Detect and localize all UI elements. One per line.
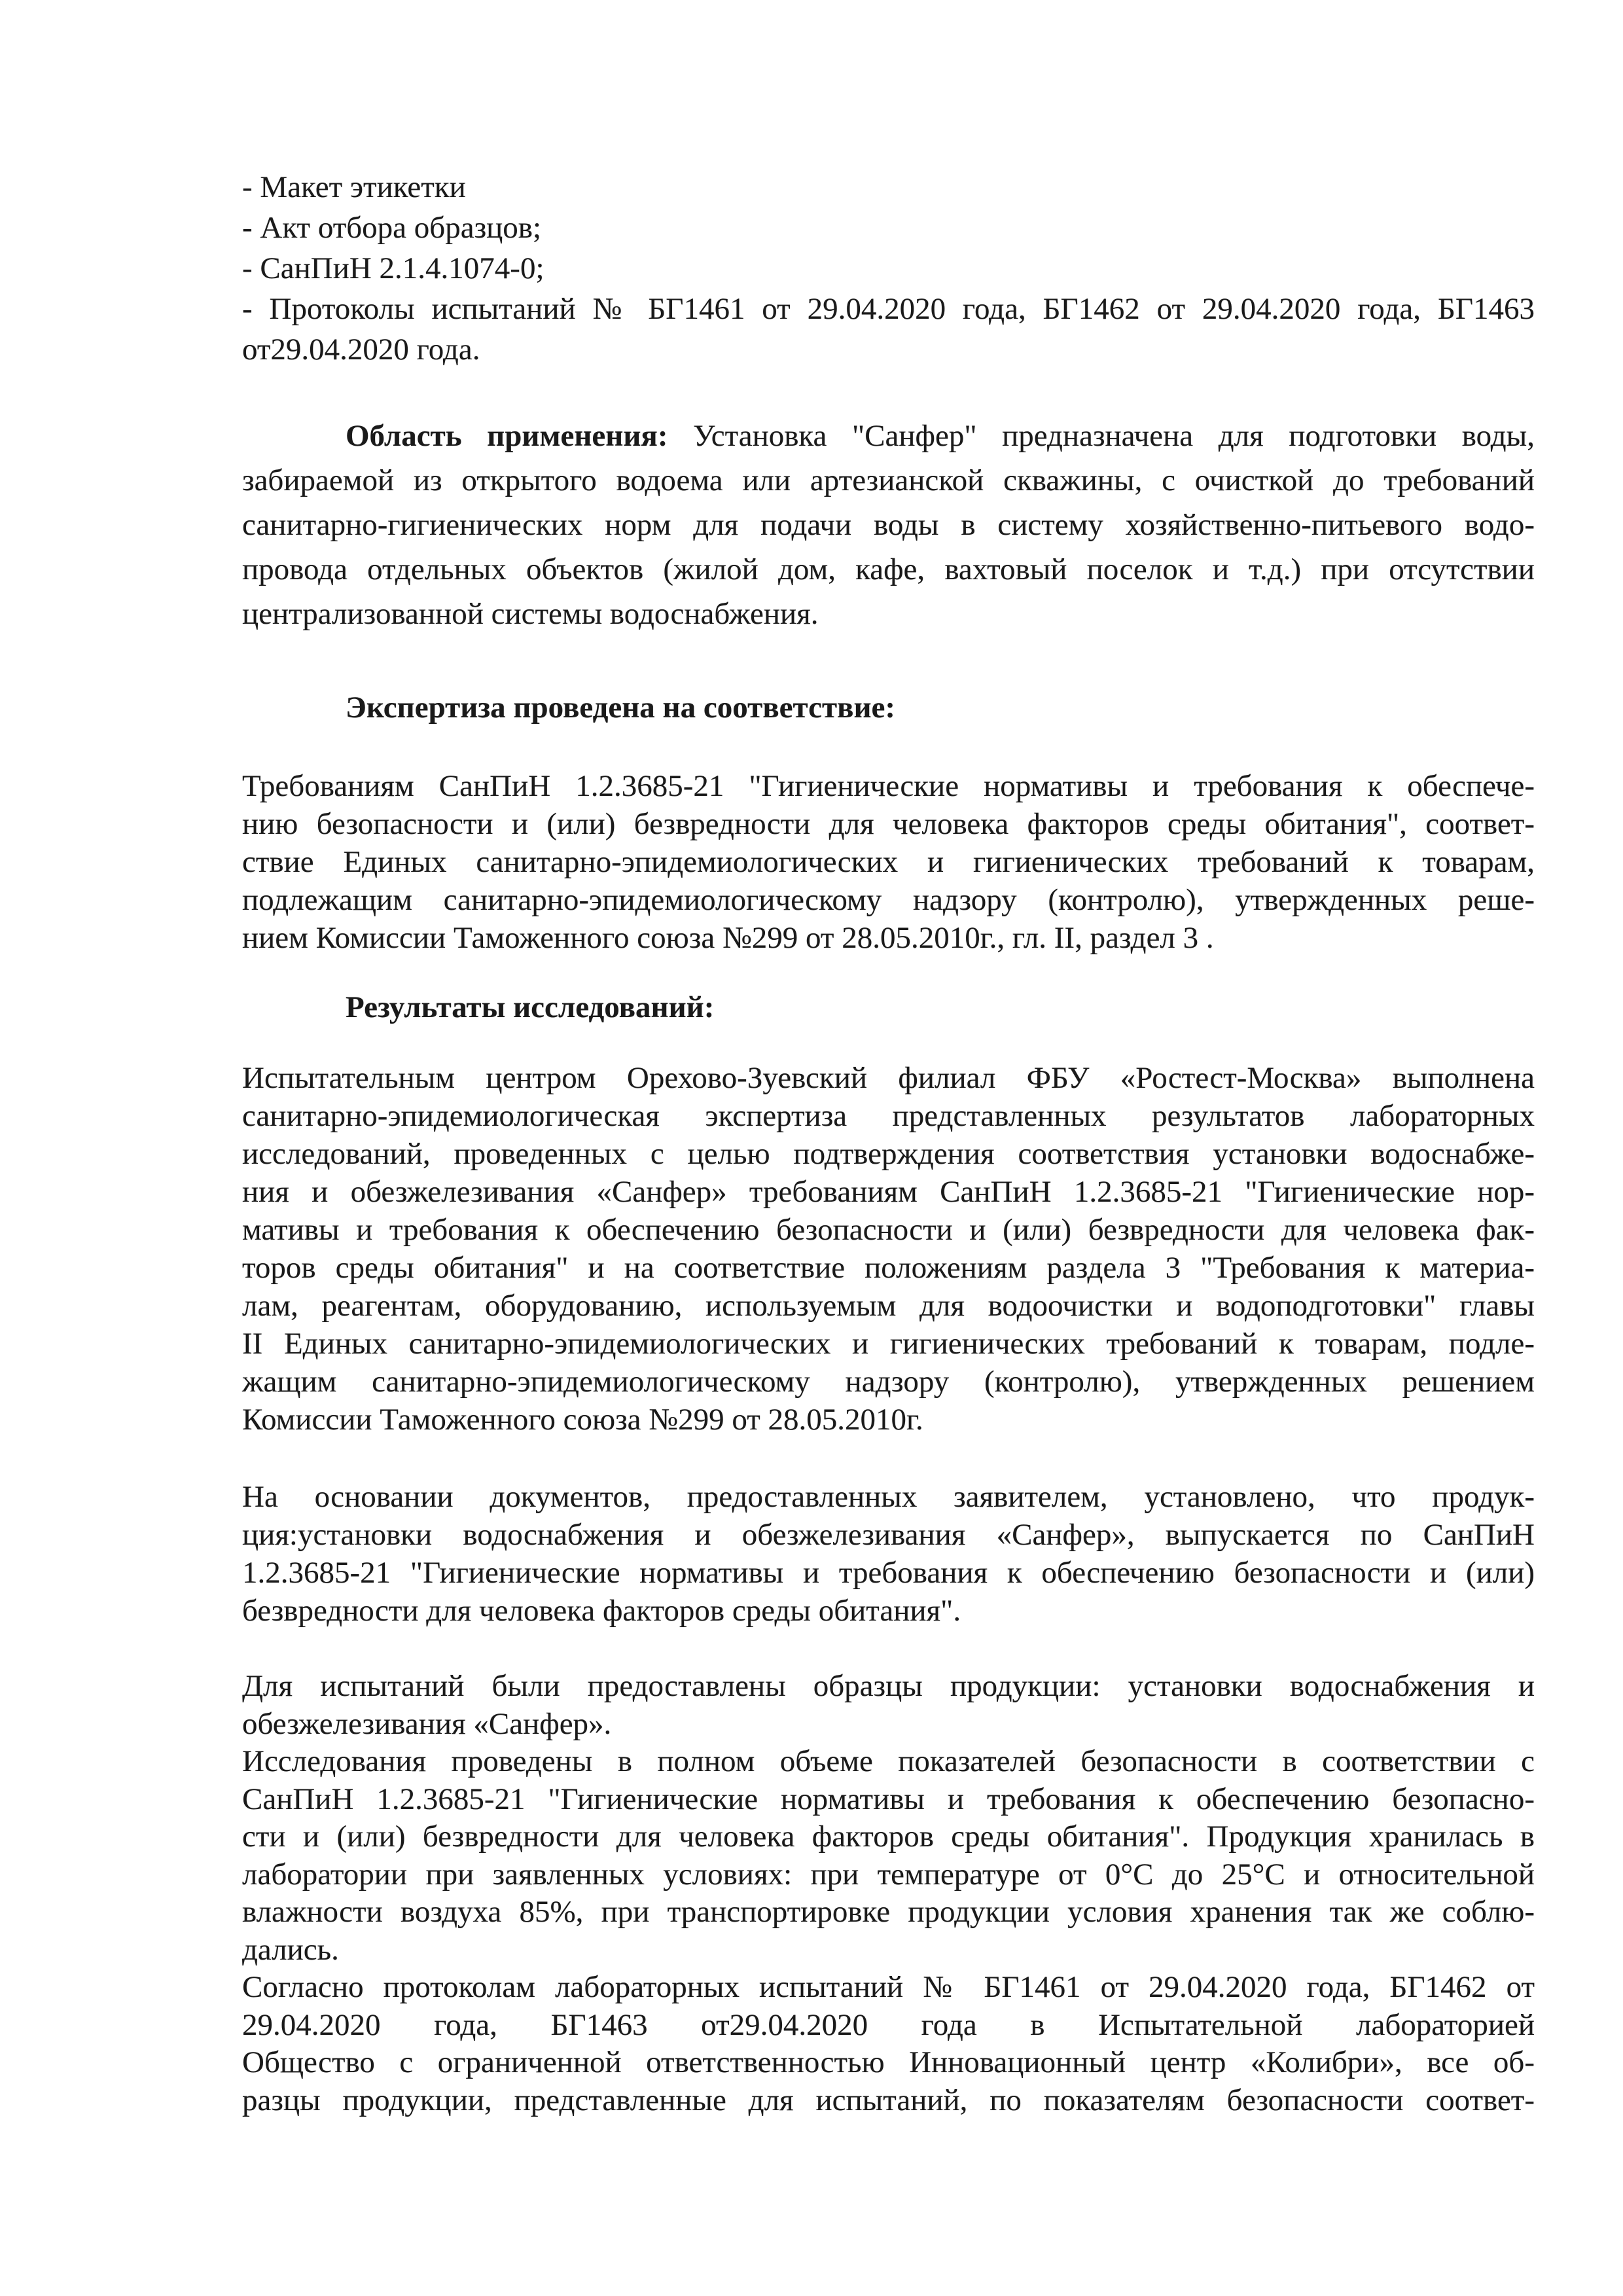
text-line: исследований, проведенных с целью подтверждения соответствия установки водоснабже- <box>242 1137 1535 1171</box>
bold-run: Экспертиза проведена на соответствие: <box>346 691 896 725</box>
text-line: централизованной системы водоснабжения. <box>242 597 819 631</box>
expertise-heading <box>242 689 1535 726</box>
section-heading <box>242 988 1535 1026</box>
text-line: обезжелезивания «Санфер». <box>242 1706 612 1741</box>
text-line: сти и (или) безвредности для человека факторов среды обитания". Продукция хранилась в <box>242 1820 1535 1854</box>
text-line: подлежащим санитарно-эпидемиологическому надзору (контролю), утвержденных реше- <box>242 883 1535 917</box>
results-paragraph-1 <box>242 1059 1535 1439</box>
text-line: На основании документов, предоставленных заявителем, установлено, что продук- <box>242 1480 1535 1514</box>
text-line: санитарно-гигиенических норм для подачи воды в систему хозяйственно-питьевого водо- <box>242 508 1535 542</box>
text-line: безвредности для человека факторов среды обитания". <box>242 1594 961 1628</box>
text-line: жащим санитарно-эпидемиологическому надзору (контролю), утвержденных решением <box>242 1365 1535 1399</box>
bold-run: Результаты исследований: <box>346 990 715 1024</box>
text-line: ция:установки водоснабжения и обезжелезивания «Санфер», выпускается по СанПиН <box>242 1518 1535 1552</box>
text-line: Исследования проведены в полном объеме показателей безопасности в соответствии с <box>242 1744 1535 1778</box>
results-heading <box>242 988 1535 1026</box>
text-line: ствие Единых санитарно-эпидемиологических и гигиенических требований к товарам, <box>242 845 1535 879</box>
text-line: - Протоколы испытаний № БГ1461 от 29.04.2020 года, БГ1462 от 29.04.2020 года, БГ1463 <box>242 292 1535 326</box>
text-line: лам, реагентам, оборудованию, используемым для водоочистки и водоподготовки" главы <box>242 1289 1535 1323</box>
text-line: нию безопасности и (или) безвредности для человека факторов среды обитания", соответ- <box>242 807 1535 841</box>
requirements-paragraph <box>242 767 1535 957</box>
text-line: влажности воздуха 85%, при транспортировке продукции условия хранения так же соблю- <box>242 1895 1535 1929</box>
samples-and-tests-paragraph <box>242 1668 1535 2119</box>
bold-run: Область применения: <box>346 419 668 453</box>
text-line: разцы продукции, представленные для испытаний, по показателям безопасности соответ- <box>242 2083 1535 2117</box>
text-line: - СанПиН 2.1.4.1074-0; <box>242 251 544 285</box>
text-line: от29.04.2020 года. <box>242 332 480 367</box>
section-heading <box>242 689 1535 726</box>
text-line: торов среды обитания" и на соответствие положениям раздела 3 "Требования к материа- <box>242 1251 1535 1285</box>
text-line: СанПиН 1.2.3685-21 "Гигиенические нормативы и требования к обеспечению безопасно- <box>242 1782 1535 1816</box>
results-paragraph-2 <box>242 1478 1535 1630</box>
text-line: Согласно протоколам лабораторных испытаний № БГ1461 от 29.04.2020 года, БГ1462 от <box>242 1970 1535 2004</box>
text-line: дались. <box>242 1932 339 1967</box>
text-line: 1.2.3685-21 "Гигиенические нормативы и требования к обеспечению безопасности и (или) <box>242 1556 1535 1590</box>
text-line: Для испытаний были предоставлены образцы продукции: установки водоснабжения и <box>242 1669 1535 1703</box>
text-line: Общество с ограниченной ответственностью Инновационный центр «Колибри», все об- <box>242 2045 1535 2079</box>
text-line: ния и обезжелезивания «Санфер» требованиям СанПиН 1.2.3685-21 "Гигиенические нор- <box>242 1175 1535 1209</box>
text-line: Требованиям СанПиН 1.2.3685-21 "Гигиенические нормативы и требования к обеспече- <box>242 769 1535 803</box>
text-line: нием Комиссии Таможенного союза №299 от 28.05.2010г., гл. II, раздел 3 . <box>242 921 1214 955</box>
attachments-list <box>242 167 1535 370</box>
text-line: санитарно-эпидемиологическая экспертиза представленных результатов лабораторных <box>242 1099 1535 1133</box>
text-line: лаборатории при заявленных условиях: при температуре от 0°С до 25°С и относительной <box>242 1857 1535 1892</box>
text-line: II Единых санитарно-эпидемиологических и гигиенических требований к товарам, подле- <box>242 1327 1535 1361</box>
scope-paragraph <box>242 414 1535 636</box>
text-line: - Акт отбора образцов; <box>242 211 542 245</box>
text-line: провода отдельных объектов (жилой дом, кафе, вахтовый поселок и т.д.) при отсутствии <box>242 552 1535 586</box>
text-line: мативы и требования к обеспечению безопасности и (или) безвредности для человека фак- <box>242 1213 1535 1247</box>
text-line: Испытательным центром Орехово-Зуевский филиал ФБУ «Ростест-Москва» выполнена <box>242 1061 1535 1095</box>
text-line: забираемой из открытого водоема или артезианской скважины, с очисткой до требований <box>242 463 1535 497</box>
text-line: 29.04.2020 года, БГ1463 от29.04.2020 года в Испытательной лабораторией <box>242 2007 1535 2042</box>
text-line: Область применения: Установка "Санфер" предназначена для подготовки воды, <box>346 419 1535 453</box>
text-line: - Макет этикетки <box>242 170 466 204</box>
text-line: Комиссии Таможенного союза №299 от 28.05.2010г. <box>242 1403 923 1437</box>
